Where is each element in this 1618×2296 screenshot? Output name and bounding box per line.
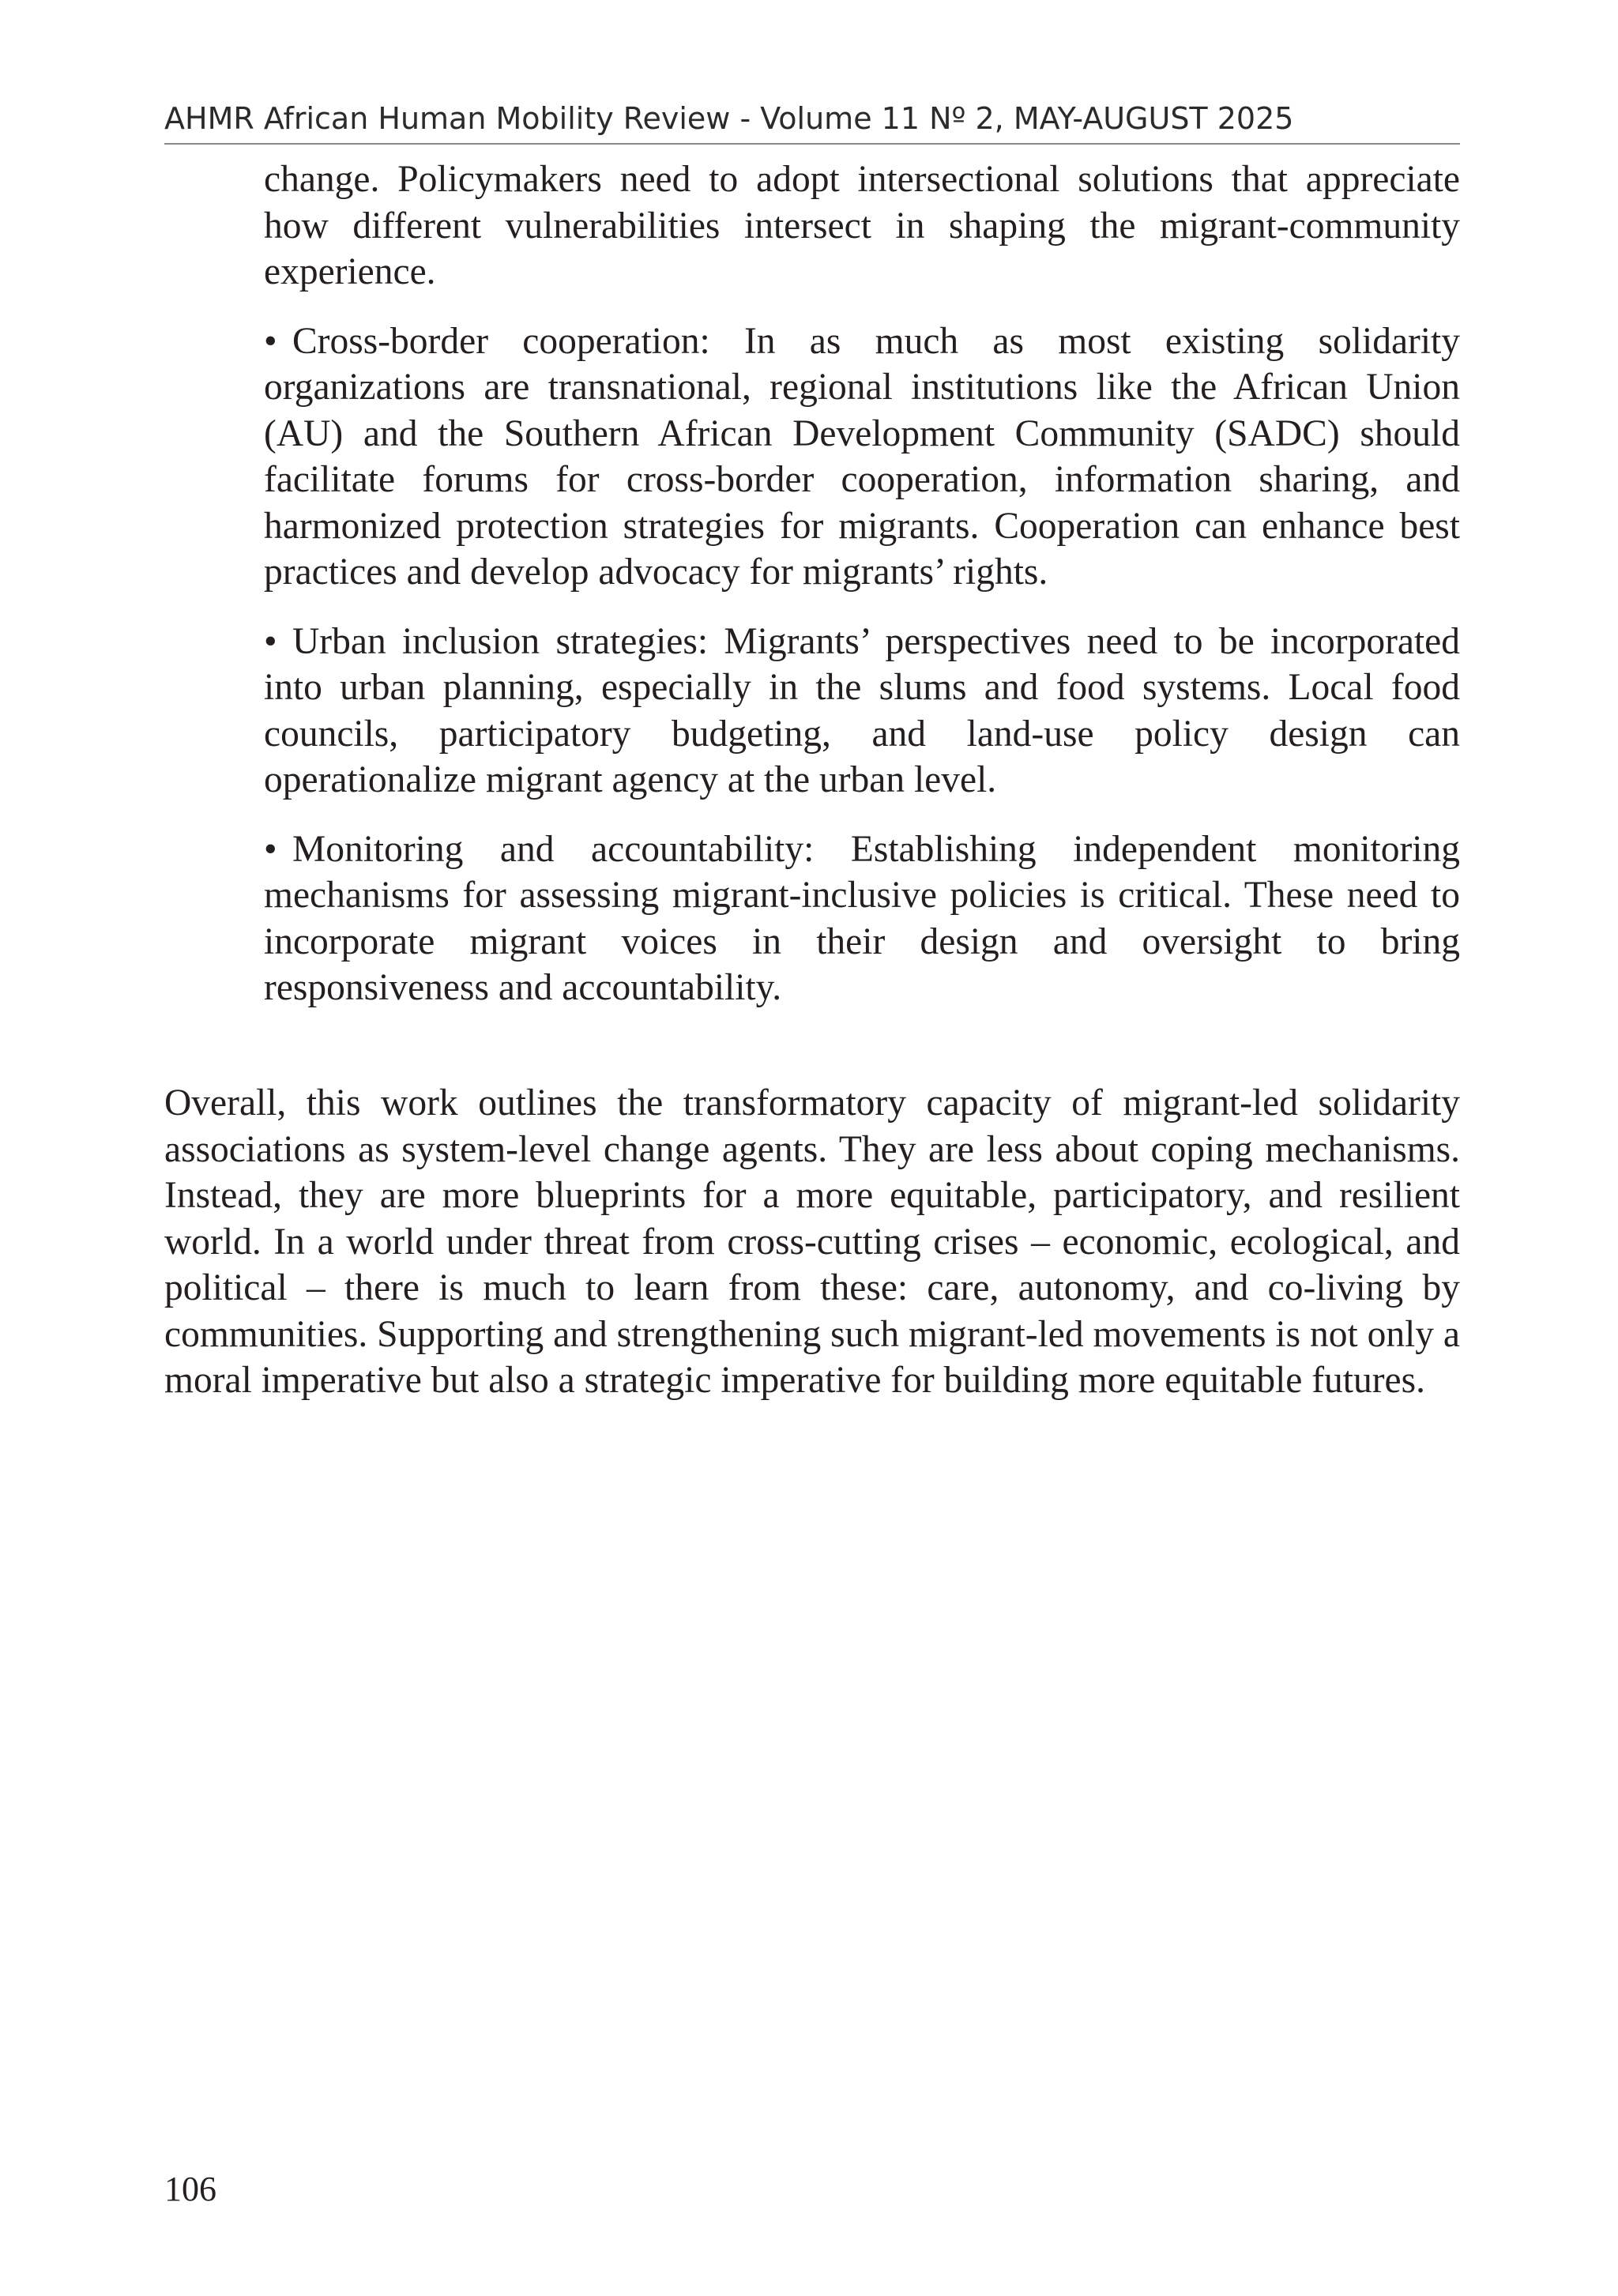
running-header: AHMR African Human Mobility Review - Volume 11 Nº 2, MAY-AUGUST 2025	[164, 101, 1294, 136]
page-number: 106	[164, 2170, 216, 2208]
bullet-marker: •	[264, 620, 277, 662]
conclusion-paragraph: Overall, this work outlines the transformatory capacity of migrant-led solidarity associations as system-level change agents. They are less about coping mechanisms. Instead, they are more blueprints for a more equitable, participatory, and resilient world. In a world under threat from cross-cutting crises – economic, ecological, and political – there is much to learn from these: care, autonomy, and co-living by communities. Supporting and strengthening such migrant-led movements is not only a moral imperative but also a strategic imperative for building more equitable futures.	[164, 1082, 1460, 1401]
bullet-text: Monitoring and accountability: Establishing independent monitoring mechanisms for assessing migrant-inclusive policies is critical. These need to incorporate migrant voices in their design and oversight to bring responsiveness and accountability.	[264, 828, 1460, 1008]
bullet-marker: •	[264, 320, 277, 362]
bullet-text: Urban inclusion strategies: Migrants’ perspectives need to be incorporated into urban planning, especially in the slums and food systems. Local food councils, participatory budgeting, and land-use policy design can operationalize migrant agency at the urban level.	[264, 620, 1460, 800]
header-rule	[164, 143, 1460, 145]
bullet-marker: •	[264, 828, 277, 870]
bullet-item-urban-inclusion	[264, 619, 1460, 804]
bullet-text: Cross-border cooperation: In as much as most existing solidarity organizations are transnational, regional institutions like the African Union (AU) and the Southern African Development Community (SADC) should facilitate forums for cross-border cooperation, information sharing, and harmonized protection strategies for migrants. Cooperation can enhance best practices and develop advocacy for migrants’ rights.	[264, 320, 1460, 593]
bullet-item-monitoring-accountability	[264, 826, 1460, 1011]
continued-paragraph: change. Policymakers need to adopt intersectional solutions that appreciate how different vulnerabilities intersect in shaping the migrant-community experience.	[264, 159, 1460, 292]
recommendations-block	[264, 156, 1460, 1011]
bullet-item-cross-border-cooperation	[264, 318, 1460, 596]
